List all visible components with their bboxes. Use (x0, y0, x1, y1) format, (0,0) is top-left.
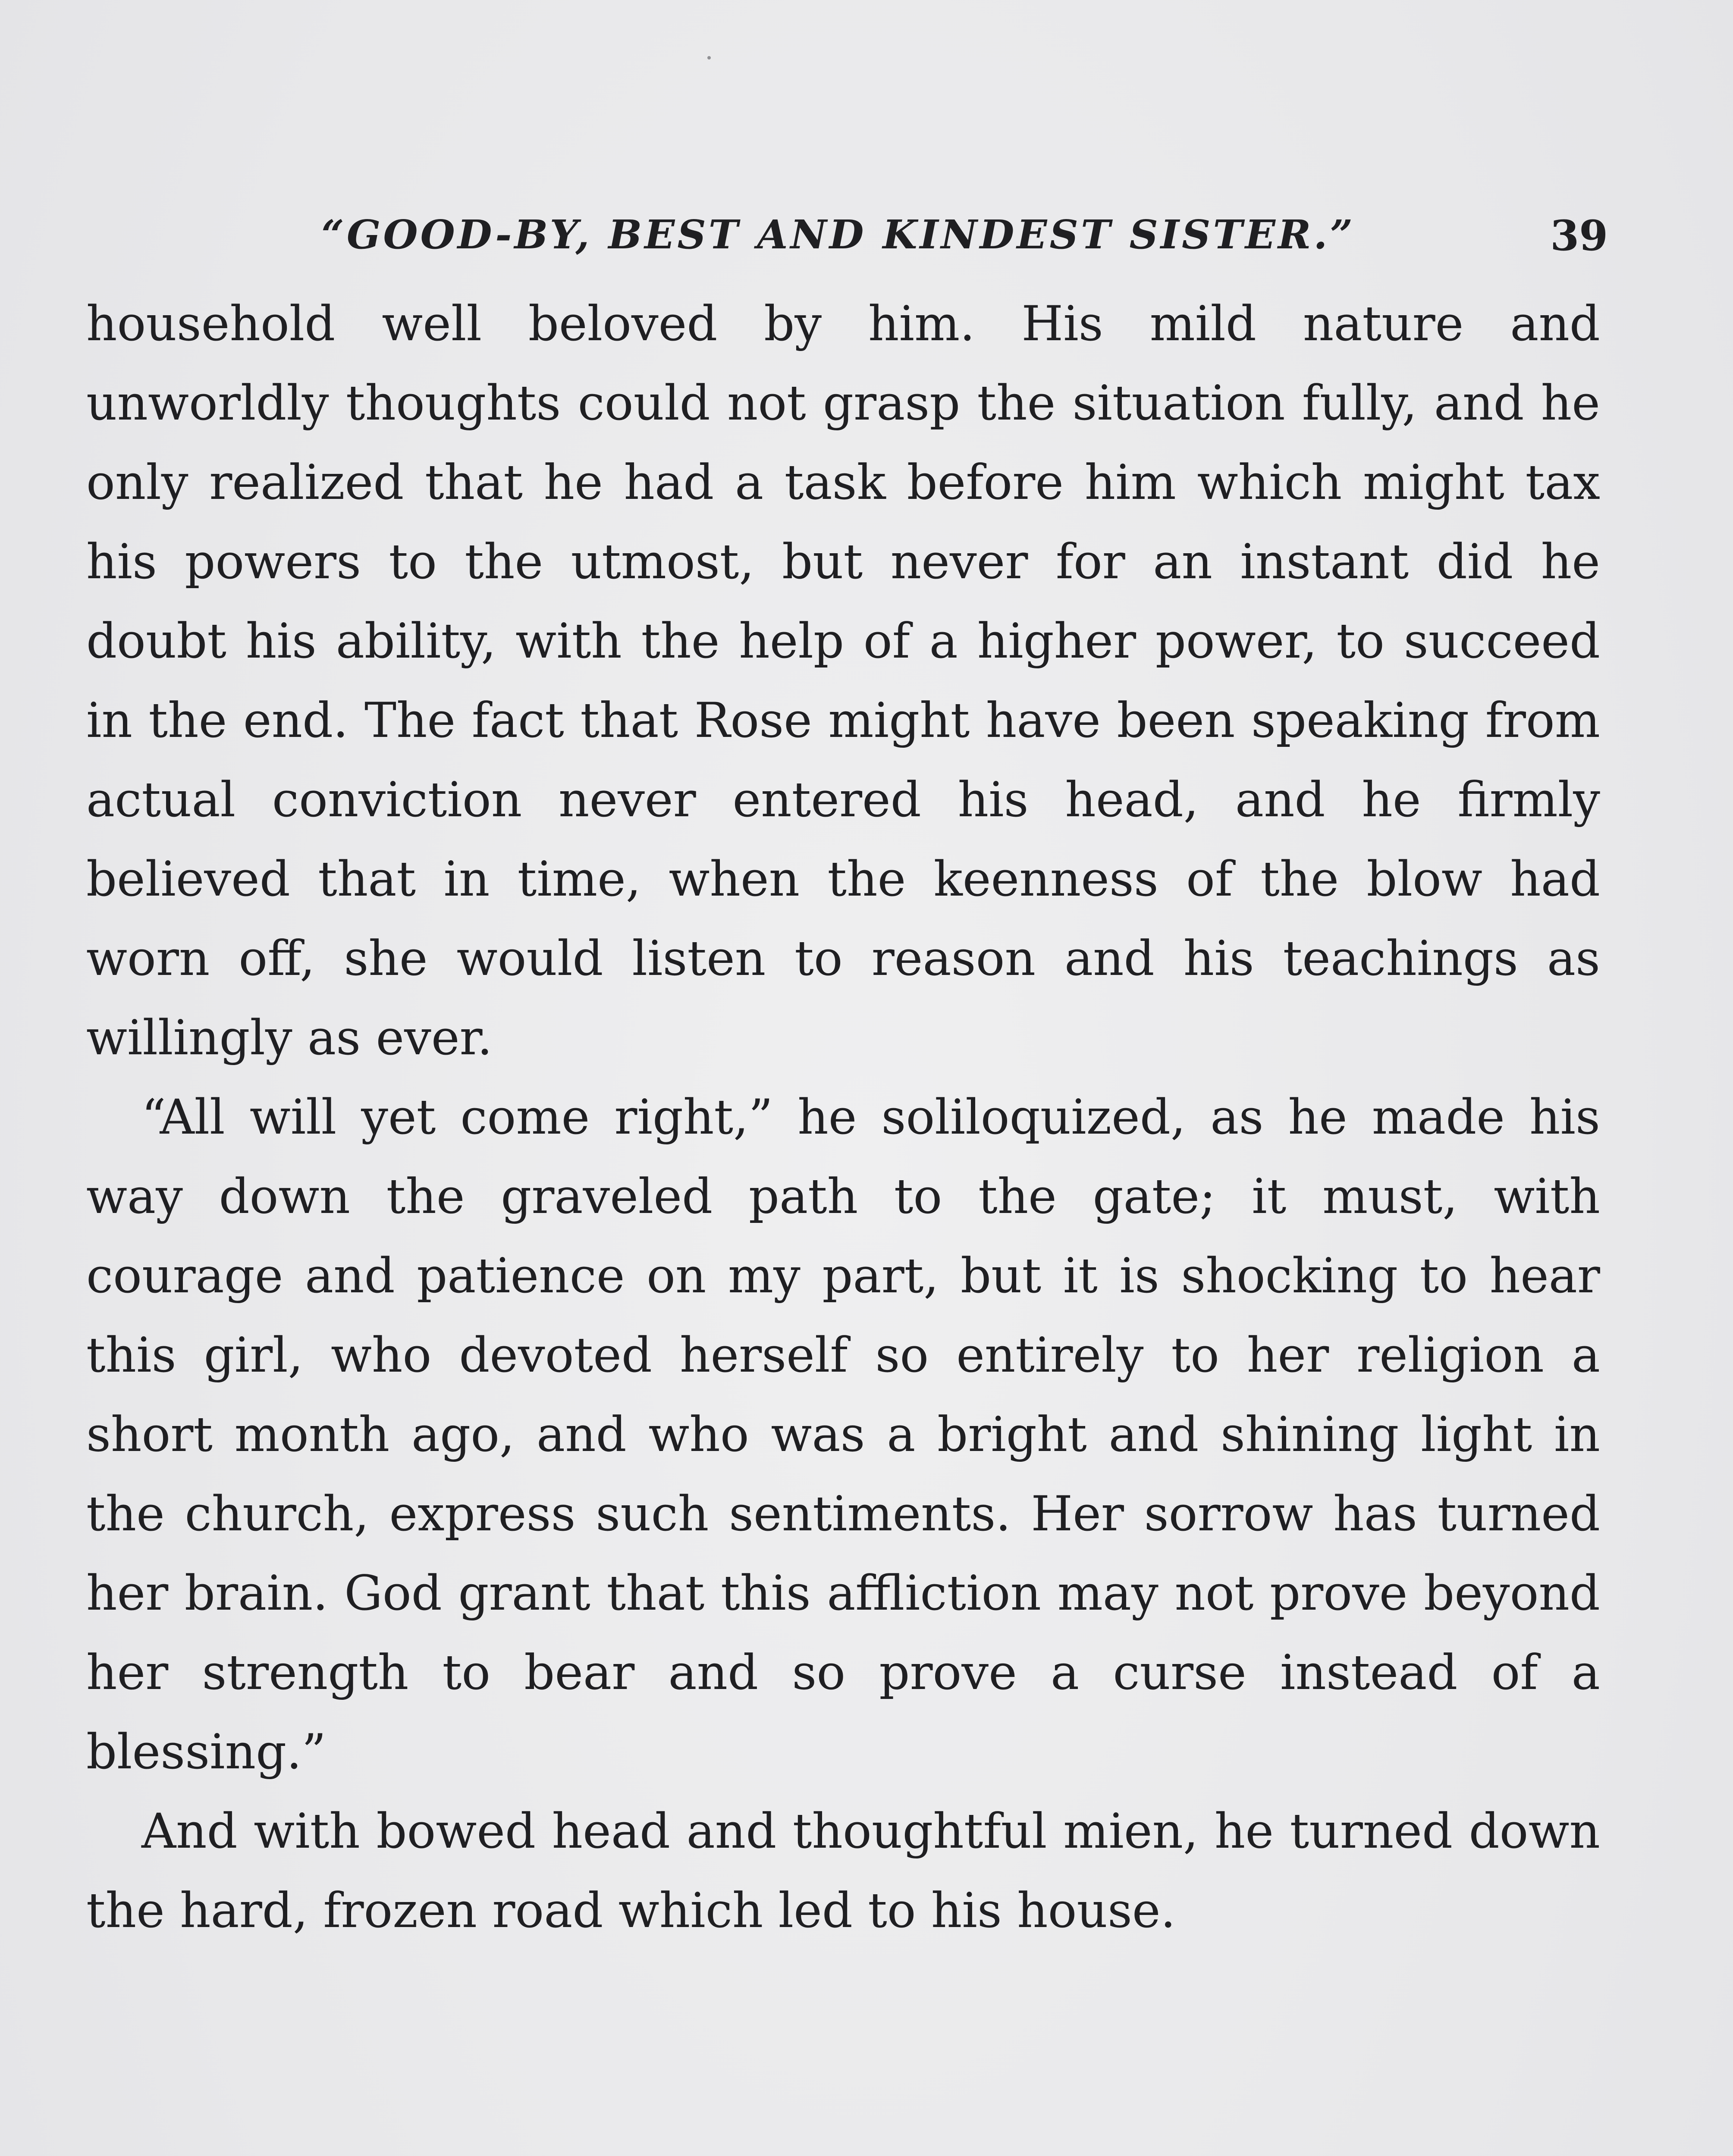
body-text (86, 285, 1600, 1951)
paragraph-3: And with bowed head and thoughtful mien, he turned down the hard, frozen road which led to his house. (86, 1804, 1600, 1939)
running-title: “GOOD-BY, BEST AND KINDEST SISTER.” (321, 211, 1356, 258)
print-speck (707, 56, 711, 60)
page-header (86, 211, 1608, 267)
paragraph-2: “All will yet come right,” he soliloquized, as he made his way down the graveled path to the gate; it must, with courage and patience on my part, but it is shocking to hear this girl, who devoted herself so entirely to her religion a short month ago, and who was a bright and shining light in the church, express such sentiments. Her sorrow has turned her brain. God grant that this affliction may not prove beyond her strength to bear and so prove a curse instead of a blessing.” (86, 1090, 1600, 1780)
page-number: 39 (1550, 211, 1608, 260)
paragraph-1: household well beloved by him. His mild nature and unworldly thoughts could not grasp the situation fully, and he only realized that he had a task before him which might tax his powers to the utmost, but never for an instant did he doubt his ability, with the help of a higher power, to succeed in the end. The fact that Rose might have been speaking from actual conviction never entered his head, and he firmly believed that in time, when the keenness of the blow had worn off, she would listen to reason and his teachings as willingly as ever. (86, 296, 1600, 1066)
